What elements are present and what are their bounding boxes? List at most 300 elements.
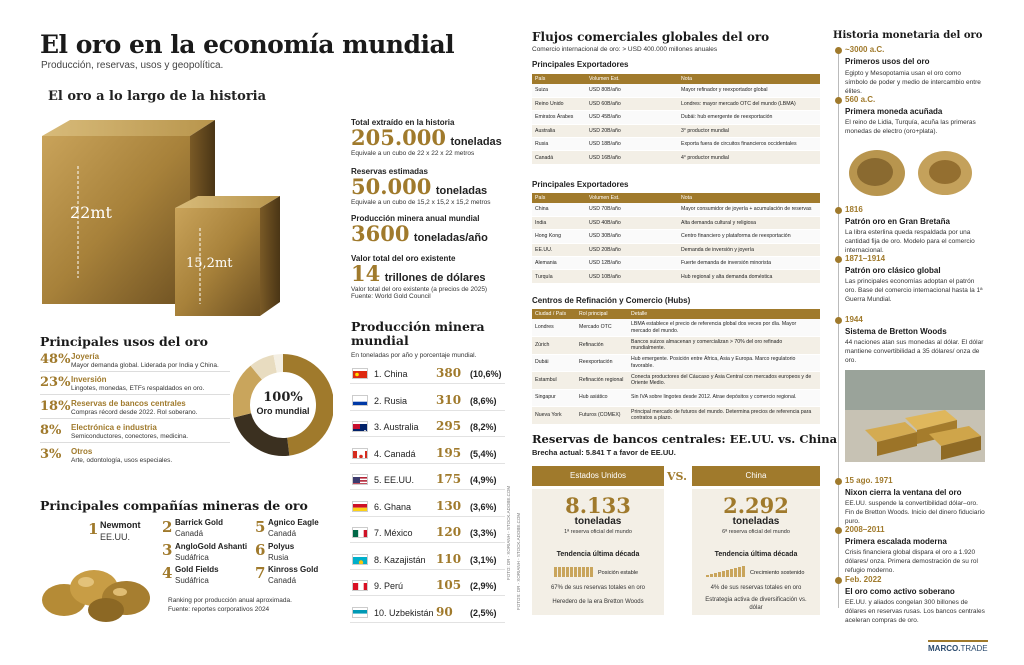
table-row <box>532 407 820 425</box>
table-row <box>532 151 820 164</box>
china-extra: Estrategia activa de diversificación vs. dólar <box>705 597 807 611</box>
production-value: 120 <box>436 525 462 539</box>
table-cell: USD 20B/año <box>586 243 678 256</box>
timeline-desc: Crisis financiera global dispara el oro a 1.920 dólares/ onza. Primera demostración de su rol refugio moderno. <box>845 549 978 575</box>
usa-unit: toneladas <box>574 516 622 527</box>
timeline-heading: Historia monetaria del oro <box>833 30 983 41</box>
production-pct: (3,6%) <box>470 501 497 512</box>
company-name: Agnico Eagle <box>268 518 319 527</box>
stat-annual-production <box>351 214 521 246</box>
table-header-cell: País <box>532 193 586 203</box>
table-row <box>532 203 820 216</box>
country-flag-icon <box>352 607 368 618</box>
table-cell: Refinación regional <box>576 372 628 390</box>
trend-bar <box>730 569 733 577</box>
production-pct: (3,1%) <box>470 554 497 565</box>
table-cell: USD 20B/año <box>586 124 678 137</box>
photo-credit: FOTO: DR - XORIANH - STOCK.ADOBE.COM <box>506 485 511 580</box>
donut-slice <box>275 363 283 364</box>
stat-value: 50.000 <box>351 174 432 199</box>
table-row <box>532 319 820 337</box>
timeline-title: Patrón oro en Gran Bretaña <box>845 217 950 226</box>
use-name: Otros <box>71 447 93 456</box>
donut-center-label: Oro mundial <box>256 406 310 416</box>
use-pct: 23% <box>40 375 71 390</box>
china-unit: toneladas <box>732 516 780 527</box>
table-cell: Reino Unido <box>532 97 586 110</box>
timeline-title: Primera escalada moderna <box>845 537 947 546</box>
table-cell: India <box>532 216 586 229</box>
timeline-line <box>838 48 839 608</box>
table-cell: USD 18B/año <box>586 138 678 151</box>
exporters-heading: Principales Exportadores <box>532 60 629 69</box>
table-cell: USD 16B/año <box>586 151 678 164</box>
table-header-row <box>532 193 820 203</box>
timeline-date: 560 a.C. <box>845 95 876 104</box>
table-cell: USD 80B/año <box>586 84 678 97</box>
production-pct: (4,9%) <box>470 475 497 485</box>
trend-bar <box>578 567 581 577</box>
timeline-date: 1816 <box>845 205 863 214</box>
timeline-desc: Egipto y Mesopotamia usan el oro como símbolo de poder y medio de intercambio entre élites. <box>845 70 981 96</box>
big-cube-label: 22mt <box>70 203 112 222</box>
usa-extra: Heredero de la era Bretton Woods <box>552 599 644 605</box>
table-row <box>532 84 820 97</box>
page-subtitle: Producción, reservas, usos y geopolítica. <box>41 60 224 71</box>
production-value: 105 <box>436 578 462 592</box>
trend-bar <box>570 567 573 577</box>
timeline-title: Primeros usos del oro <box>845 57 930 66</box>
usa-card <box>532 489 664 615</box>
table-row <box>532 216 820 229</box>
table-cell: Londres: mayor mercado OTC del mundo (LBMA) <box>678 97 820 110</box>
table-cell: USD 10B/año <box>586 270 678 283</box>
table-cell: Turquía <box>532 270 586 283</box>
table-cell: Centro financiero y plataforma de reexportación <box>678 230 820 243</box>
table-row <box>532 97 820 110</box>
production-sub: En toneladas por año y porcentaje mundial. <box>351 352 477 359</box>
table-cell: USD 30B/año <box>586 230 678 243</box>
table-row <box>532 257 820 270</box>
trend-bar <box>582 567 585 577</box>
country-flag-icon <box>352 474 368 485</box>
use-pct: 18% <box>40 399 71 414</box>
reserves-heading: Reservas de bancos centrales: EE.UU. vs. China <box>532 432 838 446</box>
stat-total-value <box>351 254 521 300</box>
table-header-cell: Nota <box>678 74 820 84</box>
stat-unit: toneladas/año <box>413 232 488 244</box>
table-cell: Futuros (COMEX) <box>576 407 628 425</box>
company-country: Rusia <box>268 553 289 562</box>
timeline-dot <box>835 97 842 104</box>
country-flag-icon <box>352 527 368 538</box>
trend-bar <box>734 568 737 577</box>
table-header-row <box>532 309 820 319</box>
production-row <box>350 417 505 437</box>
table-cell: Fuerte demanda de inversión minorista <box>678 257 820 270</box>
table-row <box>532 138 820 151</box>
production-row <box>350 576 505 596</box>
production-row <box>350 523 505 543</box>
timeline-date: 1871–1914 <box>845 254 886 263</box>
stat-unit: trillones de dólares <box>384 272 486 284</box>
china-value: 2.292 <box>723 493 789 518</box>
trend-bar <box>710 574 713 577</box>
company-name: AngloGold Ashanti <box>175 542 248 551</box>
table-cell: 4° productor mundial <box>678 151 820 164</box>
table-row <box>532 389 820 407</box>
timeline-date: 1944 <box>845 315 863 324</box>
donut-slice <box>256 364 275 373</box>
trend-bar <box>566 567 569 577</box>
china-share: 4% de sus reservas totales en oro <box>710 585 802 591</box>
timeline-title: Sistema de Bretton Woods <box>845 327 947 336</box>
use-desc: Lingotes, monedas, ETFs respaldados en oro. <box>71 385 205 392</box>
use-row <box>40 375 230 395</box>
production-value: 130 <box>436 498 462 513</box>
timeline-title: Patrón oro clásico global <box>845 266 941 275</box>
brand-logo <box>928 640 988 653</box>
stat-label: Total extraído en la historia <box>351 118 455 127</box>
use-desc: Mayor demanda global. Liderada por India y China. <box>71 362 219 369</box>
company-rank: 3 <box>162 541 173 559</box>
table-cell: Alemania <box>532 257 586 270</box>
timeline-title: Nixon cierra la ventana del oro <box>845 488 962 497</box>
production-pct: (5,4%) <box>470 448 497 459</box>
use-name: Reservas de bancos centrales <box>71 399 186 408</box>
table-header-cell: Ciudad / País <box>532 309 576 319</box>
table-header-cell: Volumen Est. <box>586 74 678 84</box>
timeline-desc: EE.UU. y aliados congelan 300 billones de dólares en reservas rusas. Los bancos centrales aceleran compras de oro. <box>845 599 985 625</box>
production-row <box>350 391 505 411</box>
history-heading: El oro a lo largo de la historia <box>48 89 267 104</box>
table-cell: Dubái <box>532 354 576 372</box>
table-cell: Demanda de inversión y joyería <box>678 243 820 256</box>
use-row <box>40 447 230 467</box>
country-flag-icon <box>352 368 368 379</box>
production-country: 8. Kazajistán <box>374 554 426 565</box>
production-row <box>350 497 505 517</box>
production-value: 90 <box>436 604 453 619</box>
timeline-dot <box>835 478 842 485</box>
importers-heading: Principales Exportadores <box>532 180 629 189</box>
table-cell: Hub emergente. Posición entre África, Asia y Europa. Marco regulatorio favorable. <box>628 354 820 372</box>
company-rank: 2 <box>162 518 173 536</box>
trend-bar <box>558 567 561 577</box>
flows-sub: Comercio internacional de oro: > USD 400.000 millones anuales <box>532 46 718 53</box>
production-country: 10. Uzbekistán <box>374 607 434 618</box>
use-desc: Arte, odontología, usos especiales. <box>71 457 173 464</box>
hubs-heading: Centros de Refinación y Comercio (Hubs) <box>532 296 691 305</box>
companies-note: Ranking por producción anual aproximada. <box>168 597 292 604</box>
table-cell: Nueva York <box>532 407 576 425</box>
table-row <box>532 372 820 390</box>
table-header-cell: Rol principal <box>576 309 628 319</box>
table-row <box>532 243 820 256</box>
company-name: Kinross Gold <box>268 565 319 574</box>
table-cell: EE.UU. <box>532 243 586 256</box>
brand-name: MARCO. <box>928 644 961 653</box>
stat-total-mined <box>351 118 521 157</box>
table-row <box>532 337 820 355</box>
timeline-dot <box>835 317 842 324</box>
country-flag-icon <box>352 395 368 406</box>
company-country: Canadá <box>175 529 204 538</box>
company-name: Newmont <box>100 520 141 530</box>
china-trend-bars <box>706 565 746 577</box>
trend-bar <box>742 566 745 577</box>
gold-nuggets-image <box>34 560 158 624</box>
trend-bar <box>738 567 741 577</box>
timeline-dot <box>835 207 842 214</box>
stat-note: Equivale a un cubo de 15,2 x 15,2 x 15,2 metros <box>351 199 491 206</box>
donut-center-pct: 100% <box>263 390 303 405</box>
use-pct: 8% <box>40 423 62 438</box>
timeline-dot <box>835 47 842 54</box>
company-rank: 5 <box>255 518 266 536</box>
company-country: Sudáfrica <box>175 576 209 585</box>
table-cell: Hong Kong <box>532 230 586 243</box>
table-cell: Londres <box>532 319 576 337</box>
timeline-title: El oro como activo soberano <box>845 587 955 596</box>
company-rank: 6 <box>255 541 266 559</box>
stat-label: Producción minera anual mundial <box>351 214 480 223</box>
trend-bar <box>586 567 589 577</box>
table-cell: Suiza <box>532 84 586 97</box>
production-pct: (8,6%) <box>470 395 497 406</box>
brand-suffix: TRADE <box>960 644 988 653</box>
companies-heading: Principales compañías mineras de oro <box>40 498 308 513</box>
flows-heading: Flujos comerciales globales del oro <box>532 30 770 44</box>
timeline-desc: El reino de Lidia, Turquía, acuña las primeras monedas de electro (oro+plata). <box>845 119 976 136</box>
use-desc: Compras récord desde 2022. Rol soberano. <box>71 409 198 416</box>
use-name: Joyería <box>71 352 100 361</box>
table-cell: Australia <box>532 124 586 137</box>
use-desc: Semiconductores, conectores, medicina. <box>71 433 189 440</box>
exporters-table <box>532 74 820 165</box>
china-card <box>692 489 820 615</box>
table-row <box>532 230 820 243</box>
table-cell: USD 40B/año <box>586 216 678 229</box>
uses-donut-chart <box>233 340 333 470</box>
production-heading: Producción minera mundial <box>351 319 485 348</box>
table-row <box>532 124 820 137</box>
trend-bar <box>714 573 717 577</box>
trend-bar <box>562 567 565 577</box>
company-country: EE.UU. <box>100 532 131 542</box>
table-cell: Estambul <box>532 372 576 390</box>
table-cell: Reexportación <box>576 354 628 372</box>
production-country: 2. Rusia <box>374 395 408 406</box>
table-cell: Refinación <box>576 337 628 355</box>
production-pct: (2,5%) <box>470 607 497 618</box>
trend-bar <box>574 567 577 577</box>
china-note: 6ª reserva oficial del mundo <box>722 529 790 535</box>
production-value: 175 <box>436 472 462 486</box>
country-flag-icon <box>352 580 368 591</box>
timeline-dot <box>835 256 842 263</box>
uses-heading: Principales usos del oro <box>40 334 209 349</box>
table-cell: Hub asiático <box>576 389 628 407</box>
timeline-desc: Las principales economías adoptan el patrón oro. Base del comercio internacional hasta la 1ª Guerra Mundial. <box>845 278 983 304</box>
china-trend: Crecimiento sostenido <box>750 570 805 576</box>
table-cell: Dubái: hub emergente de reexportación <box>678 111 820 124</box>
usa-share: 67% de sus reservas totales en oro <box>550 585 646 591</box>
importers-table <box>532 193 820 284</box>
photo-credit: FOTOS: DR - XORIANH - STOCK.ADOBE.COM <box>516 512 521 610</box>
timeline-dot <box>835 527 842 534</box>
company-country: Canadá <box>268 576 297 585</box>
page-title: El oro en la economía mundial <box>40 30 455 59</box>
table-cell: Sin IVA sobre lingotes desde 2012. Atrae depósitos y comercio regional. <box>628 389 820 407</box>
usa-trend-bars <box>554 565 594 577</box>
companies-source: Fuente: reportes corporativos 2024 <box>168 606 270 613</box>
table-cell: 3° productor mundial <box>678 124 820 137</box>
table-cell: Conecta productores del Cáucaso y Asia Central con mercados europeos y de Oriente Medio. <box>628 372 820 390</box>
table-header-cell: Detalle <box>628 309 820 319</box>
table-cell: Exporta fuera de circuitos financieros occidentales <box>678 138 820 151</box>
timeline-date: 15 ago. 1971 <box>845 476 893 485</box>
company-country: Canadá <box>268 529 297 538</box>
production-row <box>350 603 505 623</box>
production-country: 3. Australia <box>374 422 419 432</box>
stat-reserves <box>351 167 521 206</box>
table-row <box>532 270 820 283</box>
timeline-date: Feb. 2022 <box>845 575 882 584</box>
production-country: 4. Canadá <box>374 448 416 459</box>
table-cell: Zúrich <box>532 337 576 355</box>
use-row <box>40 399 230 419</box>
production-value: 110 <box>436 551 462 566</box>
country-flag-icon <box>352 448 368 459</box>
table-cell: Mayor consumidor de joyería + acumulación de reservas <box>678 203 820 216</box>
production-country: 5. EE.UU. <box>374 475 415 485</box>
vs-label: VS. <box>667 470 687 483</box>
stat-note: Valor total del oro existente (a precios de 2025) <box>351 286 488 293</box>
usa-header: Estados Unidos <box>532 466 664 486</box>
production-row <box>350 444 505 464</box>
table-cell: Principal mercado de futuros del mundo. Determina precios de referencia para contratos a plazo. <box>628 407 820 425</box>
stat-label: Reservas estimadas <box>351 167 428 176</box>
china-trend-heading: Tendencia última década <box>714 551 798 558</box>
trend-bar <box>722 571 725 577</box>
use-name: Electrónica e industria <box>71 423 157 432</box>
usa-value: 8.133 <box>565 493 631 518</box>
production-row <box>350 470 505 490</box>
timeline-desc: EE.UU. suspende la convertibilidad dólar–oro. Fin de Bretton Woods. Inicio del dinero fiduciario puro. <box>845 500 985 526</box>
country-flag-icon <box>352 501 368 512</box>
table-cell: Mercado OTC <box>576 319 628 337</box>
trend-bar <box>706 575 709 577</box>
trend-bar <box>554 567 557 577</box>
production-country: 6. Ghana <box>374 501 412 512</box>
use-pct: 48% <box>40 352 71 367</box>
small-cube-label: 15,2mt <box>186 256 233 271</box>
stat-unit: toneladas <box>435 185 488 197</box>
table-cell: USD 12B/año <box>586 257 678 270</box>
table-header-cell: País <box>532 74 586 84</box>
stat-source: Fuente: World Gold Council <box>351 293 431 300</box>
gold-bars-image <box>845 370 985 462</box>
table-header-row <box>532 74 820 84</box>
company-name: Polyus <box>268 542 295 551</box>
table-cell: Mayor refinador y reexportador global <box>678 84 820 97</box>
table-cell: Alta demanda cultural y religiosa <box>678 216 820 229</box>
production-value: 195 <box>436 445 462 460</box>
table-row <box>532 111 820 124</box>
country-flag-icon <box>352 554 368 565</box>
table-cell: USD 60B/año <box>586 97 678 110</box>
ancient-coins-image <box>845 148 985 198</box>
timeline-desc: La libra esterlina queda respaldada por una cantidad fija de oro. Modelo para el comercio internacional. <box>845 229 975 255</box>
company-rank: 4 <box>162 564 173 582</box>
china-header: China <box>692 466 820 486</box>
table-cell: Canadá <box>532 151 586 164</box>
timeline-date: ~3000 a.C. <box>845 45 885 54</box>
use-name: Inversión <box>71 375 107 384</box>
stat-value: 205.000 <box>351 125 446 150</box>
use-row <box>40 352 230 372</box>
production-pct: (3,3%) <box>470 528 497 538</box>
production-pct: (2,9%) <box>470 581 497 591</box>
timeline-desc: 44 naciones atan sus monedas al dólar. El dólar mantiene convertibilidad a 35 dólares/ onza de oro. <box>845 339 984 365</box>
trend-bar <box>718 572 721 577</box>
timeline-dot <box>835 577 842 584</box>
stat-label: Valor total del oro existente <box>351 254 456 263</box>
table-cell: Hub regional y alta demanda doméstica <box>678 270 820 283</box>
use-pct: 3% <box>40 447 62 462</box>
country-flag-icon <box>352 421 368 432</box>
table-cell: LBMA establece el precio de referencia global dos veces por día. Mayor mercado del mundo. <box>628 319 820 337</box>
stat-note: Equivale a un cubo de 22 x 22 x 22 metros <box>351 150 475 157</box>
production-pct: (10,6%) <box>470 369 502 379</box>
company-name: Barrick Gold <box>175 518 224 527</box>
table-header-cell: Volumen Est. <box>586 193 678 203</box>
reserves-gap: Brecha actual: 5.841 T a favor de EE.UU. <box>532 448 676 457</box>
table-header-cell: Nota <box>678 193 820 203</box>
usa-note: 1ª reserva oficial del mundo <box>564 529 632 535</box>
donut-slice <box>242 415 288 447</box>
trend-bar <box>590 567 593 577</box>
hubs-table <box>532 309 820 425</box>
production-value: 380 <box>436 366 462 380</box>
gold-cubes-illustration <box>40 108 340 320</box>
production-country: 7. México <box>374 528 413 538</box>
company-country: Sudáfrica <box>175 553 209 562</box>
table-cell: USD 70B/año <box>586 203 678 216</box>
production-row <box>350 364 505 384</box>
company-rank: 7 <box>255 564 266 582</box>
use-row <box>40 423 230 443</box>
table-cell: Rusia <box>532 138 586 151</box>
production-pct: (8,2%) <box>470 422 497 432</box>
table-cell: Bancos suizos almacenan y comercializan > 70% del oro refinado mundialmente. <box>628 337 820 355</box>
company-rank: 1 <box>88 520 99 538</box>
table-row <box>532 354 820 372</box>
company-name: Gold Fields <box>175 565 219 574</box>
production-value: 310 <box>436 392 462 407</box>
table-cell: Singapur <box>532 389 576 407</box>
usa-trend: Posición estable <box>598 570 639 576</box>
production-country: 9. Perú <box>374 581 404 591</box>
stat-value: 3600 <box>351 221 410 246</box>
timeline-date: 2008–2011 <box>845 525 885 534</box>
table-cell: Emiratos Árabes <box>532 111 586 124</box>
timeline-title: Primera moneda acuñada <box>845 107 943 116</box>
production-row <box>350 550 505 570</box>
usa-trend-heading: Tendencia última década <box>556 551 640 558</box>
stat-unit: toneladas <box>450 136 502 148</box>
